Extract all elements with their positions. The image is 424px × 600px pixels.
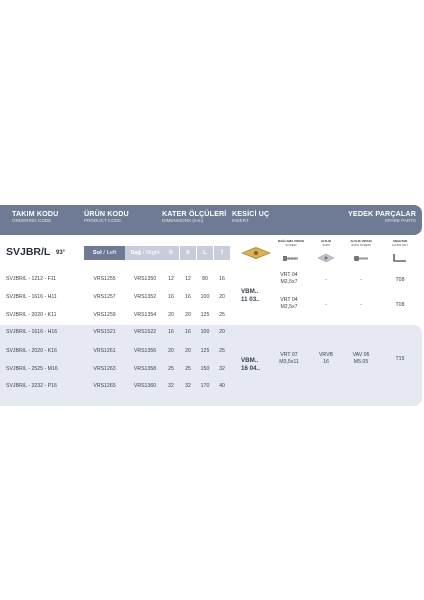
right-code-cell: VRS1360 [133, 383, 157, 389]
left-code-cell: VRS1261 [93, 348, 116, 354]
dim-b-header: b [180, 246, 196, 260]
header-label: YEDEK PARÇALAR [348, 209, 416, 218]
tool-title: SVJBR/L [6, 246, 51, 258]
spare-label-screw [276, 240, 306, 247]
spare-parts-header [348, 210, 416, 224]
left-code-cell: VRS1263 [93, 366, 116, 372]
ordering-code-cell: SVJBR/L - 3232 - P16 [6, 383, 57, 389]
table-header [0, 205, 422, 235]
dim-l-header: L [197, 246, 213, 260]
dim-h-cell: 16 [168, 294, 174, 300]
tab-left [84, 246, 125, 260]
left-code-cell: VRS1257 [93, 294, 116, 300]
dim-h-cell: 32 [168, 383, 174, 389]
ordering-code-cell: SVJBR/L - 1616 - H11 [6, 294, 57, 300]
dim-f-cell: 32 [219, 366, 225, 372]
dim-f-cell: 40 [219, 383, 225, 389]
dim-l-cell: 100 [200, 329, 210, 335]
shim-code-line: 16 [323, 358, 329, 365]
dim-h-cell: 25 [168, 366, 174, 372]
dim-h-cell: 20 [168, 348, 174, 354]
dim-f-cell: 16 [219, 276, 225, 282]
dim-l-cell: 125 [200, 348, 210, 354]
dim-f-cell: 25 [219, 312, 225, 318]
dim-l-cell: 100 [200, 294, 210, 300]
shim-code-line: VRVB [318, 352, 334, 358]
dim-f-header: f [214, 246, 230, 260]
header-label: ÜRÜN KODU [84, 209, 129, 218]
shim-code: - [325, 277, 327, 283]
dim-b-cell: 20 [185, 348, 191, 354]
spare-label-en: SHIM [322, 242, 330, 247]
spare-label-tr: BAĞLAMA VIDASI [277, 239, 305, 243]
dim-h-cell: 16 [168, 329, 174, 335]
dim-f-cell: 20 [219, 294, 225, 300]
key-code: T08 [395, 302, 405, 308]
product-code-header [84, 210, 129, 224]
left-code-cell: VRS1255 [93, 276, 116, 282]
screw-code [274, 272, 304, 286]
dim-b-cell: 12 [185, 276, 191, 282]
shim-screw-icon [351, 252, 371, 264]
ordering-code-cell: SVJBR/L - 2525 - M16 [6, 366, 58, 372]
shim-icon [316, 252, 336, 264]
dim-b-cell: 32 [185, 383, 191, 389]
dim-h-cell: 20 [168, 312, 174, 318]
shim-code [311, 352, 341, 366]
allen-key-icon [391, 252, 409, 264]
header-label: KESİCİ UÇ [232, 209, 270, 218]
dim-h-header: h [163, 246, 179, 260]
dim-l-cell: 150 [200, 366, 210, 372]
screw-code-line: VRT 04 [280, 297, 298, 303]
shim-screw-code: - [360, 277, 362, 283]
insert-code-line: VBM.. [241, 288, 259, 295]
header-sublabel: SPARE PARTS [384, 218, 416, 224]
right-code-cell: VRS1354 [133, 312, 157, 318]
tab-left-tr: Sol [92, 250, 102, 256]
dimensions-header [162, 210, 226, 224]
header-sublabel: ORDERING CODE [12, 218, 52, 224]
header-label: TAKIM KODU [12, 209, 59, 218]
spare-label-tr: ALTLIK VIDASI [350, 239, 372, 243]
dim-b-cell: 20 [185, 312, 191, 318]
spare-label-en: ALLEN KEY [391, 242, 409, 247]
screw-code [274, 297, 304, 311]
tab-sep: / [103, 250, 105, 256]
screw-code [274, 352, 304, 366]
tab-right-en: Right [145, 250, 160, 256]
insert-code [241, 357, 260, 373]
left-code-cell: VRS1265 [93, 383, 116, 389]
screw-code-line: M3,5x11 [279, 358, 299, 365]
tab-left-en: Left [106, 250, 117, 256]
shim-screw-code-line: VAV 06 [352, 352, 370, 358]
ordering-code-header [12, 210, 58, 224]
shim-code: - [325, 302, 327, 308]
insert-code-line: 11 03.. [241, 296, 260, 304]
dim-f-cell: 25 [219, 348, 225, 354]
tab-right-tr: Sağ [130, 250, 142, 256]
dim-l-cell: 170 [200, 383, 210, 389]
insert-icon [239, 246, 273, 260]
spare-label-shim-screw [346, 240, 376, 247]
ordering-code-cell: SVJBR/L - 2020 - K16 [6, 348, 57, 354]
left-code-cell: VRS1521 [93, 329, 116, 335]
left-code-cell: VRS1259 [93, 312, 116, 318]
screw-icon [281, 252, 301, 264]
screw-code-line: M2,5x7 [280, 278, 298, 285]
dim-b-cell: 16 [185, 294, 191, 300]
key-code: T08 [395, 277, 405, 283]
ordering-code-cell: SVJBR/L - 1212 - F11 [6, 276, 57, 282]
right-code-cell: VRS1352 [133, 294, 157, 300]
tab-sep: / [142, 250, 145, 256]
shim-screw-code: - [360, 302, 362, 308]
dim-b-cell: 16 [185, 329, 191, 335]
header-sublabel: INSERT [232, 218, 249, 224]
spare-label-key [385, 240, 415, 247]
spare-label-shim [311, 240, 341, 247]
ordering-code-cell: SVJBR/L - 1616 - H16 [6, 329, 58, 335]
header-label: KATER ÖLÇÜLERİ [162, 209, 227, 218]
shim-screw-code [346, 352, 376, 366]
right-code-cell: VRS1350 [133, 276, 157, 282]
ordering-code-cell: SVJBR/L - 2020 - K11 [6, 312, 57, 318]
spare-label-en: SCREW [285, 242, 297, 247]
right-code-cell: VRS1358 [133, 366, 157, 372]
screw-code-line: VRT 04 [280, 272, 298, 278]
tab-right [125, 246, 165, 260]
insert-code-line: 16 04.. [241, 365, 260, 373]
dim-h-cell: 12 [168, 276, 174, 282]
right-code-cell: VRS1356 [133, 348, 157, 354]
dim-f-cell: 20 [219, 329, 225, 335]
dim-l-cell: 80 [202, 276, 208, 282]
tool-angle: 93° [56, 250, 66, 256]
screw-code-line: VRT 07 [280, 352, 298, 358]
insert-code-line: VBM.. [241, 357, 259, 364]
header-sublabel: DIMENSIONS (mm) [162, 218, 204, 224]
right-code-cell: VRS1522 [133, 329, 157, 335]
key-code: T15 [395, 356, 405, 362]
dim-b-cell: 25 [185, 366, 191, 372]
dim-l-cell: 125 [200, 312, 210, 318]
insert-header [232, 210, 269, 224]
shim-screw-code-line: M5.05 [353, 358, 369, 365]
spare-label-tr: ANAHTAR [392, 239, 408, 243]
spare-label-en: SHIM SCREW [351, 242, 371, 247]
insert-code [241, 288, 260, 304]
header-sublabel: PRODUCT CODE [84, 218, 122, 224]
spare-label-tr: ALTLIK [320, 239, 332, 243]
screw-code-line: M2,5x7 [280, 303, 298, 310]
